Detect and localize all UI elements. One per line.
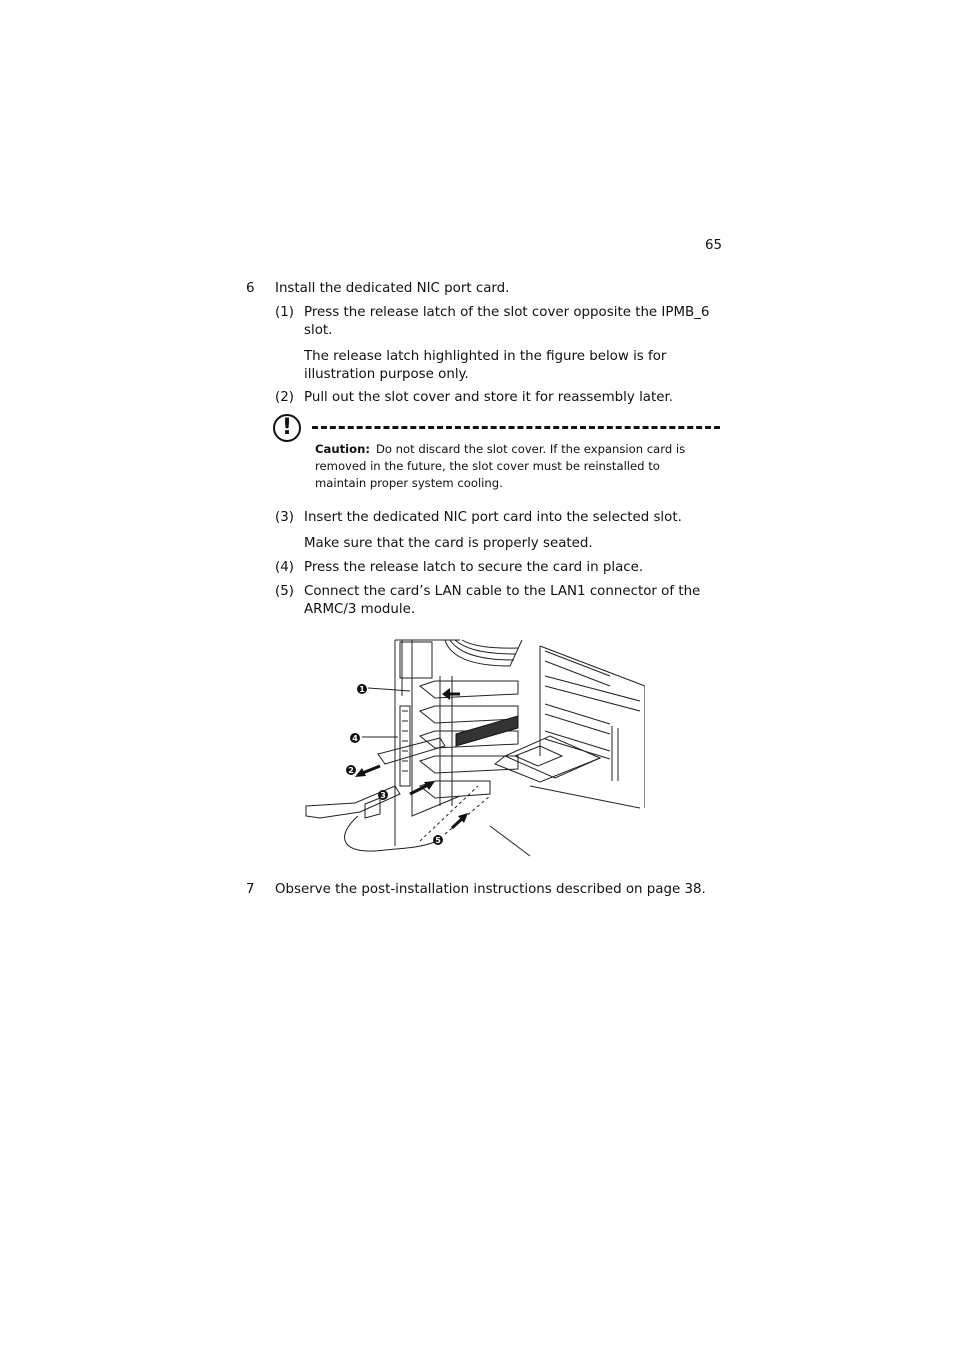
note-1-line1: The release latch highlighted in the figure below is for	[304, 349, 667, 364]
callout-2: 2	[348, 766, 354, 775]
step-number: 6	[246, 281, 255, 296]
caution-label: Caution:	[315, 442, 370, 456]
substep-2-text: Pull out the slot cover and store it for reassembly later.	[304, 390, 674, 405]
substep-1-line2: slot.	[304, 323, 333, 338]
callout-4: 4	[352, 734, 358, 743]
caution-line3: maintain proper system cooling.	[315, 476, 503, 490]
callout-3: 3	[380, 791, 386, 800]
caution-line1: Do not discard the slot cover. If the expansion card is	[375, 442, 686, 456]
substep-4-text: Press the release latch to secure the card in place.	[304, 560, 644, 575]
exclamation-icon: !	[273, 414, 301, 442]
page-number: 65	[704, 238, 722, 253]
substep-number: (5)	[275, 584, 294, 599]
callout-5: 5	[435, 836, 441, 845]
step-7-number: 7	[246, 882, 255, 897]
caution-divider	[312, 426, 720, 429]
note-3-text: Make sure that the card is properly seated.	[304, 536, 593, 551]
callout-1: 1	[359, 685, 365, 694]
step-7-text: Observe the post-installation instructions described on page 38.	[275, 882, 706, 897]
caution-box	[315, 441, 715, 492]
note-1-line2: illustration purpose only.	[304, 367, 469, 382]
substep-number: (2)	[275, 390, 294, 405]
substep-1-line1: Press the release latch of the slot cover opposite the IPMB_6	[304, 305, 710, 320]
nic-card-installation-figure	[300, 636, 645, 861]
substep-number: (3)	[275, 510, 294, 525]
caution-line2: removed in the future, the slot cover must be reinstalled to	[315, 459, 660, 473]
step-6-text: Install the dedicated NIC port card.	[275, 281, 510, 296]
step-6	[246, 280, 255, 298]
substep-5-line1: Connect the card’s LAN cable to the LAN1 connector of the	[304, 584, 701, 599]
substep-number: (4)	[275, 560, 294, 575]
substep-number: (1)	[275, 305, 294, 320]
substep-5-line2: ARMC/3 module.	[304, 602, 416, 617]
substep-3-text: Insert the dedicated NIC port card into the selected slot.	[304, 510, 682, 525]
